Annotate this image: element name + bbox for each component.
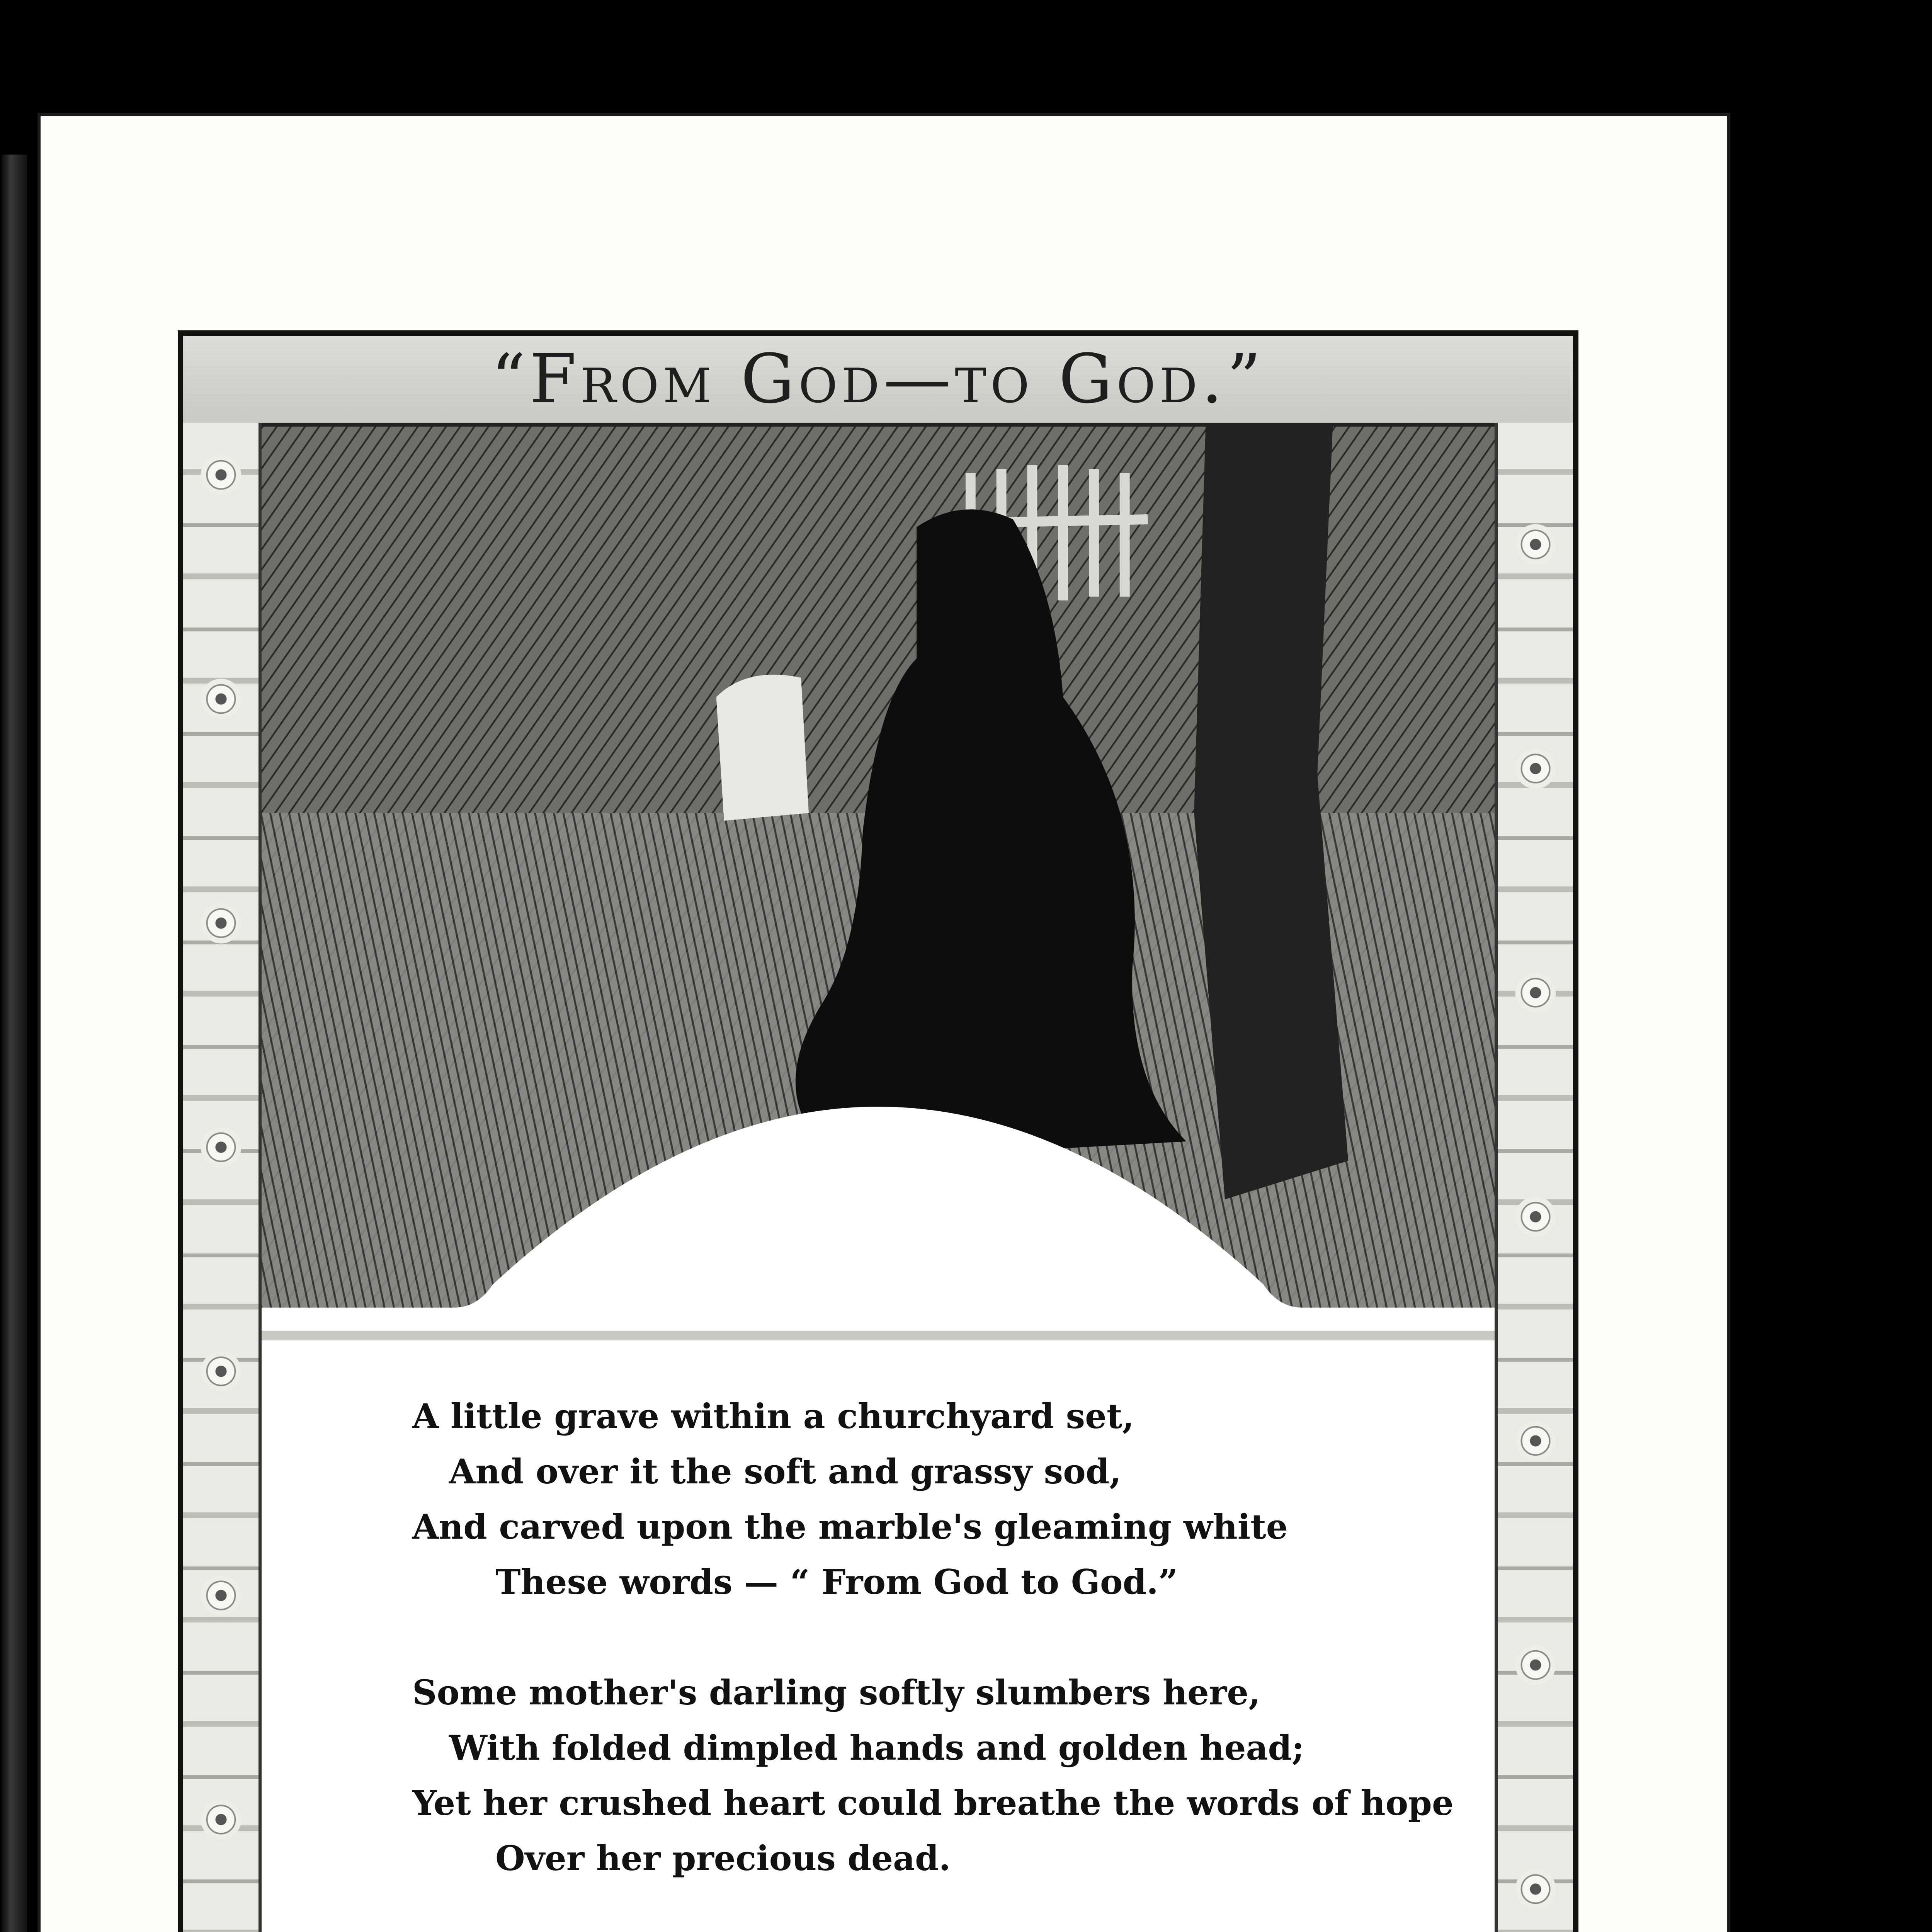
poem-stanza [412,1665,1494,1886]
page-title: “From God—to God.” [491,340,1265,418]
poem-line: And carved upon the marble's gleaming white [412,1507,1288,1547]
flower-ornament [1514,971,1557,1014]
poem-line: And over it the soft and grassy sod, [449,1451,1121,1492]
flower-ornament [200,1350,242,1393]
flower-ornament [200,1798,242,1841]
flower-ornament [1514,1644,1557,1686]
magazine-page [41,116,1727,1932]
tombstone [716,675,809,821]
flower-ornament [1514,1868,1557,1910]
poem-line: With folded dimpled hands and golden head; [449,1728,1304,1768]
flower-ornament [200,678,242,720]
illustration-frame [178,330,1578,1932]
flower-ornament [200,1126,242,1168]
flower-ornament [200,454,242,496]
poem-line: Over her precious dead. [495,1838,951,1878]
flower-ornament [200,1574,242,1617]
flower-ornament [1514,1420,1557,1462]
graveyard-illustration [262,427,1495,1331]
poem-line: A little grave within a churchyard set, [412,1396,1134,1436]
poem-stanza [412,1389,1494,1610]
poem-line: These words — “ From God to God.” [495,1562,1178,1602]
poem-line: Yet her crushed heart could breathe the words of hope [412,1783,1454,1823]
poem-line: Some mother's darling softly slumbers here, [412,1672,1260,1713]
flower-ornament [1514,747,1557,790]
poem-body [412,1389,1494,1932]
poem-card [262,1340,1495,1932]
right-floral-border [1495,423,1573,1932]
film-edge [0,155,27,1932]
flower-ornament [1514,1196,1557,1238]
flower-ornament [200,902,242,944]
left-floral-border [183,423,262,1932]
title-banner [183,336,1573,427]
flower-ornament [1514,523,1557,566]
